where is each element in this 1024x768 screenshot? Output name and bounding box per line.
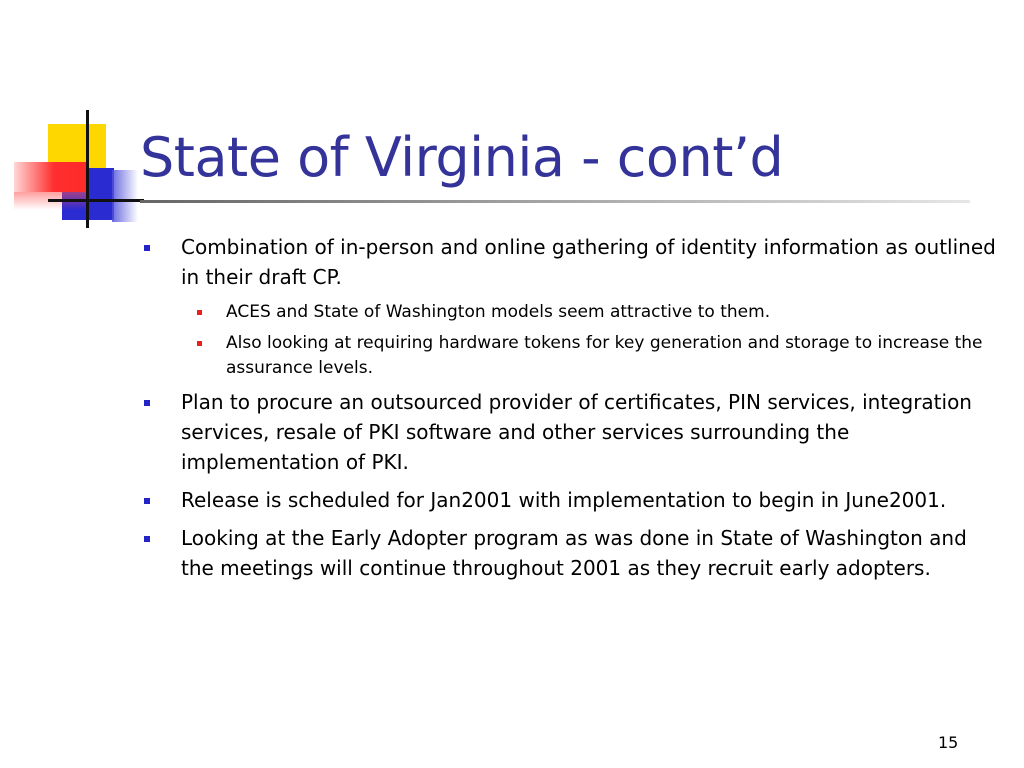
- bullet-item: [140, 387, 1000, 477]
- red-square-bullet-icon: [197, 310, 202, 315]
- sub-bullet-text: ACES and State of Washington models seem attractive to them.: [226, 302, 771, 322]
- bullet-item: [140, 485, 1000, 515]
- blue-fade: [112, 170, 138, 222]
- bullet-text: Plan to procure an outsourced provider of certificates, PIN services, integration services, resale of PKI software and other services surrounding the implementation of PKI.: [181, 390, 972, 474]
- red-square-bullet-icon: [197, 341, 202, 346]
- blue-square-bullet-icon: [144, 245, 150, 251]
- bullet-text: Combination of in-person and online gathering of identity information as outlined in their draft CP.: [181, 235, 996, 289]
- vertical-line: [86, 110, 89, 228]
- bullet-text: Release is scheduled for Jan2001 with implementation to begin in June2001.: [181, 488, 947, 512]
- red-bar: [14, 162, 86, 192]
- bullet-item: [140, 523, 1000, 583]
- sub-bullet-text: Also looking at requiring hardware tokens for key generation and storage to increase the assurance levels.: [226, 333, 983, 378]
- bullet-list: [140, 232, 1000, 591]
- bullet-item: [140, 232, 1000, 292]
- horizontal-line: [48, 199, 144, 202]
- bullet-text: Looking at the Early Adopter program as was done in State of Washington and the meetings will continue throughout 2001 as they recruit early adopters.: [181, 526, 967, 580]
- decorative-logo-icon: [0, 0, 160, 240]
- blue-square-bullet-icon: [144, 536, 150, 542]
- slide-title: State of Virginia - cont’d: [140, 126, 784, 189]
- sub-bullet-item: [140, 300, 1000, 325]
- blue-square-bullet-icon: [144, 498, 150, 504]
- sub-bullet-item: [140, 331, 1000, 381]
- blue-square-bullet-icon: [144, 400, 150, 406]
- sub-bullet-list: [140, 300, 1000, 381]
- page-number: 15: [938, 733, 959, 752]
- title-underline: [140, 200, 970, 203]
